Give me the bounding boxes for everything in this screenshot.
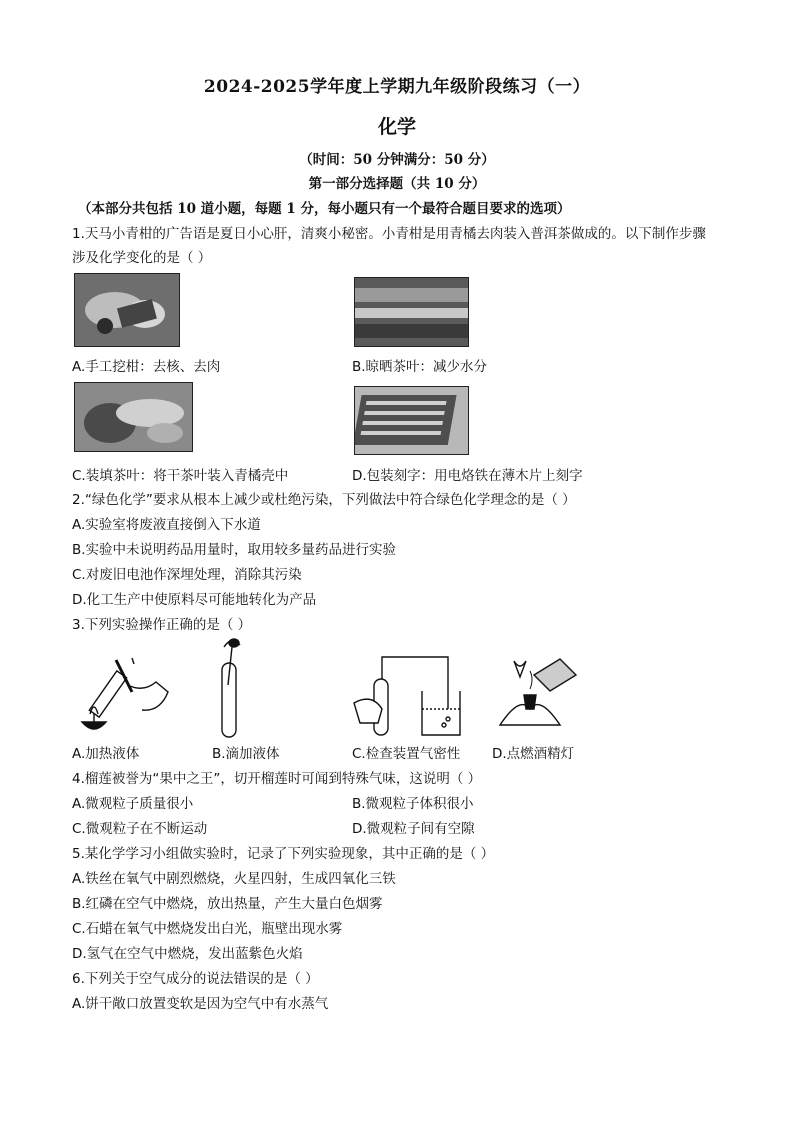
q1-photo-a-digging-citrus xyxy=(74,273,180,347)
q3-option-c[interactable]: C.检查装置气密性 xyxy=(352,746,461,762)
q5-option-d[interactable]: D.氢气在空气中燃烧，发出蓝紫色火焰 xyxy=(72,946,303,962)
q5-option-a[interactable]: A.铁丝在氧气中剧烈燃烧，火星四射，生成四氧化三铁 xyxy=(72,871,396,887)
q4-option-a[interactable]: A.微观粒子质量很小 xyxy=(72,796,194,812)
instructions: （本部分共包括 10 道小题，每题 1 分，每小题只有一个最符合题目要求的选项） xyxy=(78,201,571,217)
q3-diagram-d-lighting-lamp xyxy=(490,655,580,739)
q5-option-b[interactable]: B.红磷在空气中燃烧，放出热量，产生大量白色烟雾 xyxy=(72,896,383,912)
q1-option-d[interactable]: D.包装刻字：用电烙铁在薄木片上刻字 xyxy=(352,468,583,484)
q1-stem-line1: 1.天马小青柑的广告语是夏日小心肝，清爽小秘密。小青柑是用青橘去肉装入普洱茶做成的。以下制作步骤 xyxy=(72,226,706,242)
q1-option-b[interactable]: B.晾晒茶叶：减少水分 xyxy=(352,359,488,375)
q3-stem: 3.下列实验操作正确的是（ ） xyxy=(72,617,252,633)
q2-stem: 2.“绿色化学”要求从根本上减少或杜绝污染，下列做法中符合绿色化学理念的是（ ） xyxy=(72,492,576,508)
q1-photo-c-filling-tea xyxy=(74,382,193,452)
q1-stem-line2: 涉及化学变化的是（ ） xyxy=(72,250,212,266)
q6-option-a[interactable]: A.饼干敞口放置变软是因为空气中有水蒸气 xyxy=(72,996,329,1012)
part-title: 第一部分选择题（共 10 分） xyxy=(308,176,486,192)
q5-stem: 5.某化学学习小组做实验时，记录了下列实验现象，其中正确的是（ ） xyxy=(72,846,495,862)
q2-option-d[interactable]: D.化工生产中使原料尽可能地转化为产品 xyxy=(72,592,317,608)
q6-stem: 6.下列关于空气成分的说法错误的是（ ） xyxy=(72,971,319,987)
q2-option-b[interactable]: B.实验中未说明药品用量时，取用较多量药品进行实验 xyxy=(72,542,397,558)
q1-photo-d-engraving xyxy=(354,386,469,455)
q4-stem: 4.榴莲被誉为“果中之王”，切开榴莲时可闻到特殊气味，这说明（ ） xyxy=(72,771,482,787)
q3-option-a[interactable]: A.加热液体 xyxy=(72,746,140,762)
q2-option-a[interactable]: A.实验室将废液直接倒入下水道 xyxy=(72,517,261,533)
subject-title: 化学 xyxy=(377,116,416,138)
q4-option-d[interactable]: D.微观粒子间有空隙 xyxy=(352,821,475,837)
time-info: （时间：50 分钟满分：50 分） xyxy=(299,152,495,168)
q3-diagram-c-airtight-check xyxy=(352,653,462,738)
exam-title: 2024-2025学年度上学期九年级阶段练习（一） xyxy=(203,77,591,97)
q3-diagram-b-dropping-liquid xyxy=(212,637,252,740)
q1-option-a[interactable]: A.手工挖柑：去核、去肉 xyxy=(72,359,221,375)
q2-option-c[interactable]: C.对废旧电池作深埋处理，消除其污染 xyxy=(72,567,302,583)
q1-option-c[interactable]: C.装填茶叶：将干茶叶装入青橘壳中 xyxy=(72,468,289,484)
q3-option-b[interactable]: B.滴加液体 xyxy=(212,746,280,762)
q1-photo-b-drying-tea xyxy=(354,277,469,347)
q5-option-c[interactable]: C.石蜡在氧气中燃烧发出白光，瓶壁出现水雾 xyxy=(72,921,343,937)
q4-option-b[interactable]: B.微观粒子体积很小 xyxy=(352,796,474,812)
q3-diagram-a-heating-liquid xyxy=(72,652,182,740)
q3-option-d[interactable]: D.点燃酒精灯 xyxy=(492,746,575,762)
q4-option-c[interactable]: C.微观粒子在不断运动 xyxy=(72,821,208,837)
